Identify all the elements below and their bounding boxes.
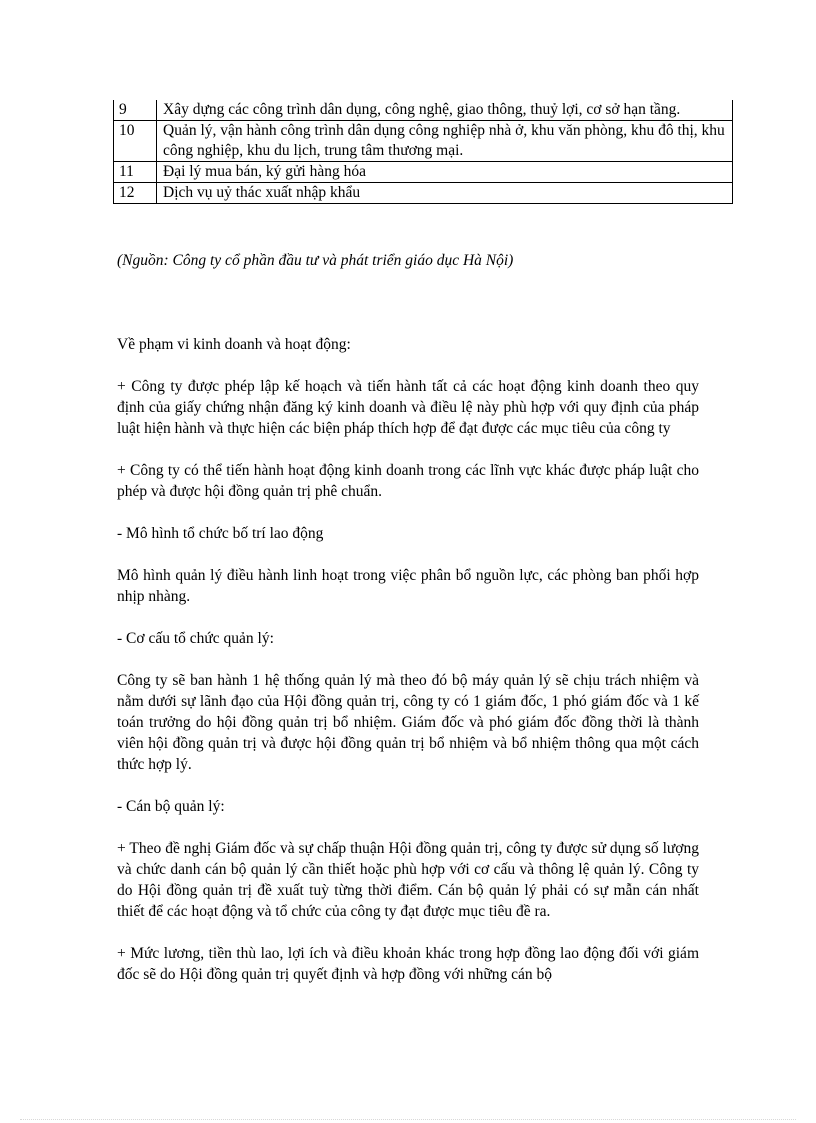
- section-heading: - Mô hình tổ chức bố trí lao động: [117, 525, 324, 542]
- row-number: 11: [114, 162, 157, 183]
- table-row: [114, 162, 733, 183]
- paragraph: + Theo đề nghị Giám đốc và sự chấp thuận Hội đồng quản trị, công ty được sử dụng số lượng và chức danh cán bộ quản lý cần thiết hoặc phù hợp với cơ cấu và thông lệ quản lý. Công ty do Hội đồng quản trị đề xuất tuỳ từng thời điểm. Cán bộ quản lý phải có sự mẫn cán nhất thiết để các hoạt động và tổ chức của công ty đạt được mục tiêu đề ra.: [117, 840, 699, 920]
- row-text: Quản lý, vận hành công trình dân dụng công nghiệp nhà ở, khu văn phòng, khu đô thị, khu công nghiệp, khu du lịch, trung tâm thương mại.: [157, 121, 733, 162]
- business-activities-table: [113, 100, 733, 204]
- row-text: Xây dựng các công trình dân dụng, công nghệ, giao thông, thuỷ lợi, cơ sở hạn tầng.: [157, 100, 733, 121]
- table-row: [114, 183, 733, 204]
- row-number: 10: [114, 121, 157, 162]
- row-number: 12: [114, 183, 157, 204]
- paragraph: Mô hình quản lý điều hành linh hoạt trong việc phân bổ nguồn lực, các phòng ban phối hợp nhịp nhàng.: [117, 567, 699, 605]
- section-heading: - Cơ cấu tổ chức quản lý:: [117, 630, 274, 647]
- row-number: 9: [114, 100, 157, 121]
- row-text: Đại lý mua bán, ký gửi hàng hóa: [157, 162, 733, 183]
- row-text: Dịch vụ uỷ thác xuất nhập khẩu: [157, 183, 733, 204]
- body-text: [117, 334, 699, 1006]
- paragraph: Công ty sẽ ban hành 1 hệ thống quản lý mà theo đó bộ máy quản lý sẽ chịu trách nhiệm và nằm dưới sự lãnh đạo của Hội đồng quản trị, công ty có 1 giám đốc, 1 phó giám đốc và 1 kế toán trưởng do hội đồng quản trị bổ nhiệm. Giám đốc và phó giám đốc đồng thời là thành viên hội đồng quản trị và được hội đồng quản trị bổ nhiệm và bổ nhiệm thông qua một cách thức hợp lý.: [117, 672, 699, 773]
- paragraph: + Công ty được phép lập kế hoạch và tiến hành tất cả các hoạt động kinh doanh theo quy định của giấy chứng nhận đăng ký kinh doanh và điều lệ này phù hợp với quy định của pháp luật hiện hành và thực hiện các biện pháp thích hợp để đạt được các mục tiêu của công ty: [117, 378, 699, 437]
- section-heading: - Cán bộ quản lý:: [117, 798, 225, 815]
- page-bottom-border: [20, 1119, 796, 1120]
- table-row: [114, 100, 733, 121]
- paragraph: + Công ty có thể tiến hành hoạt động kinh doanh trong các lĩnh vực khác được pháp luật cho phép và được hội đồng quản trị phê chuẩn.: [117, 462, 699, 500]
- paragraph: + Mức lương, tiền thù lao, lợi ích và điều khoản khác trong hợp đồng lao động đối với giám đốc sẽ do Hội đồng quản trị quyết định và hợp đồng với những cán bộ: [117, 945, 699, 983]
- table-row: [114, 121, 733, 162]
- source-note: (Nguồn: Công ty cổ phần đầu tư và phát triển giáo dục Hà Nội): [117, 252, 514, 269]
- section-intro: Về phạm vi kinh doanh và hoạt động:: [117, 336, 351, 353]
